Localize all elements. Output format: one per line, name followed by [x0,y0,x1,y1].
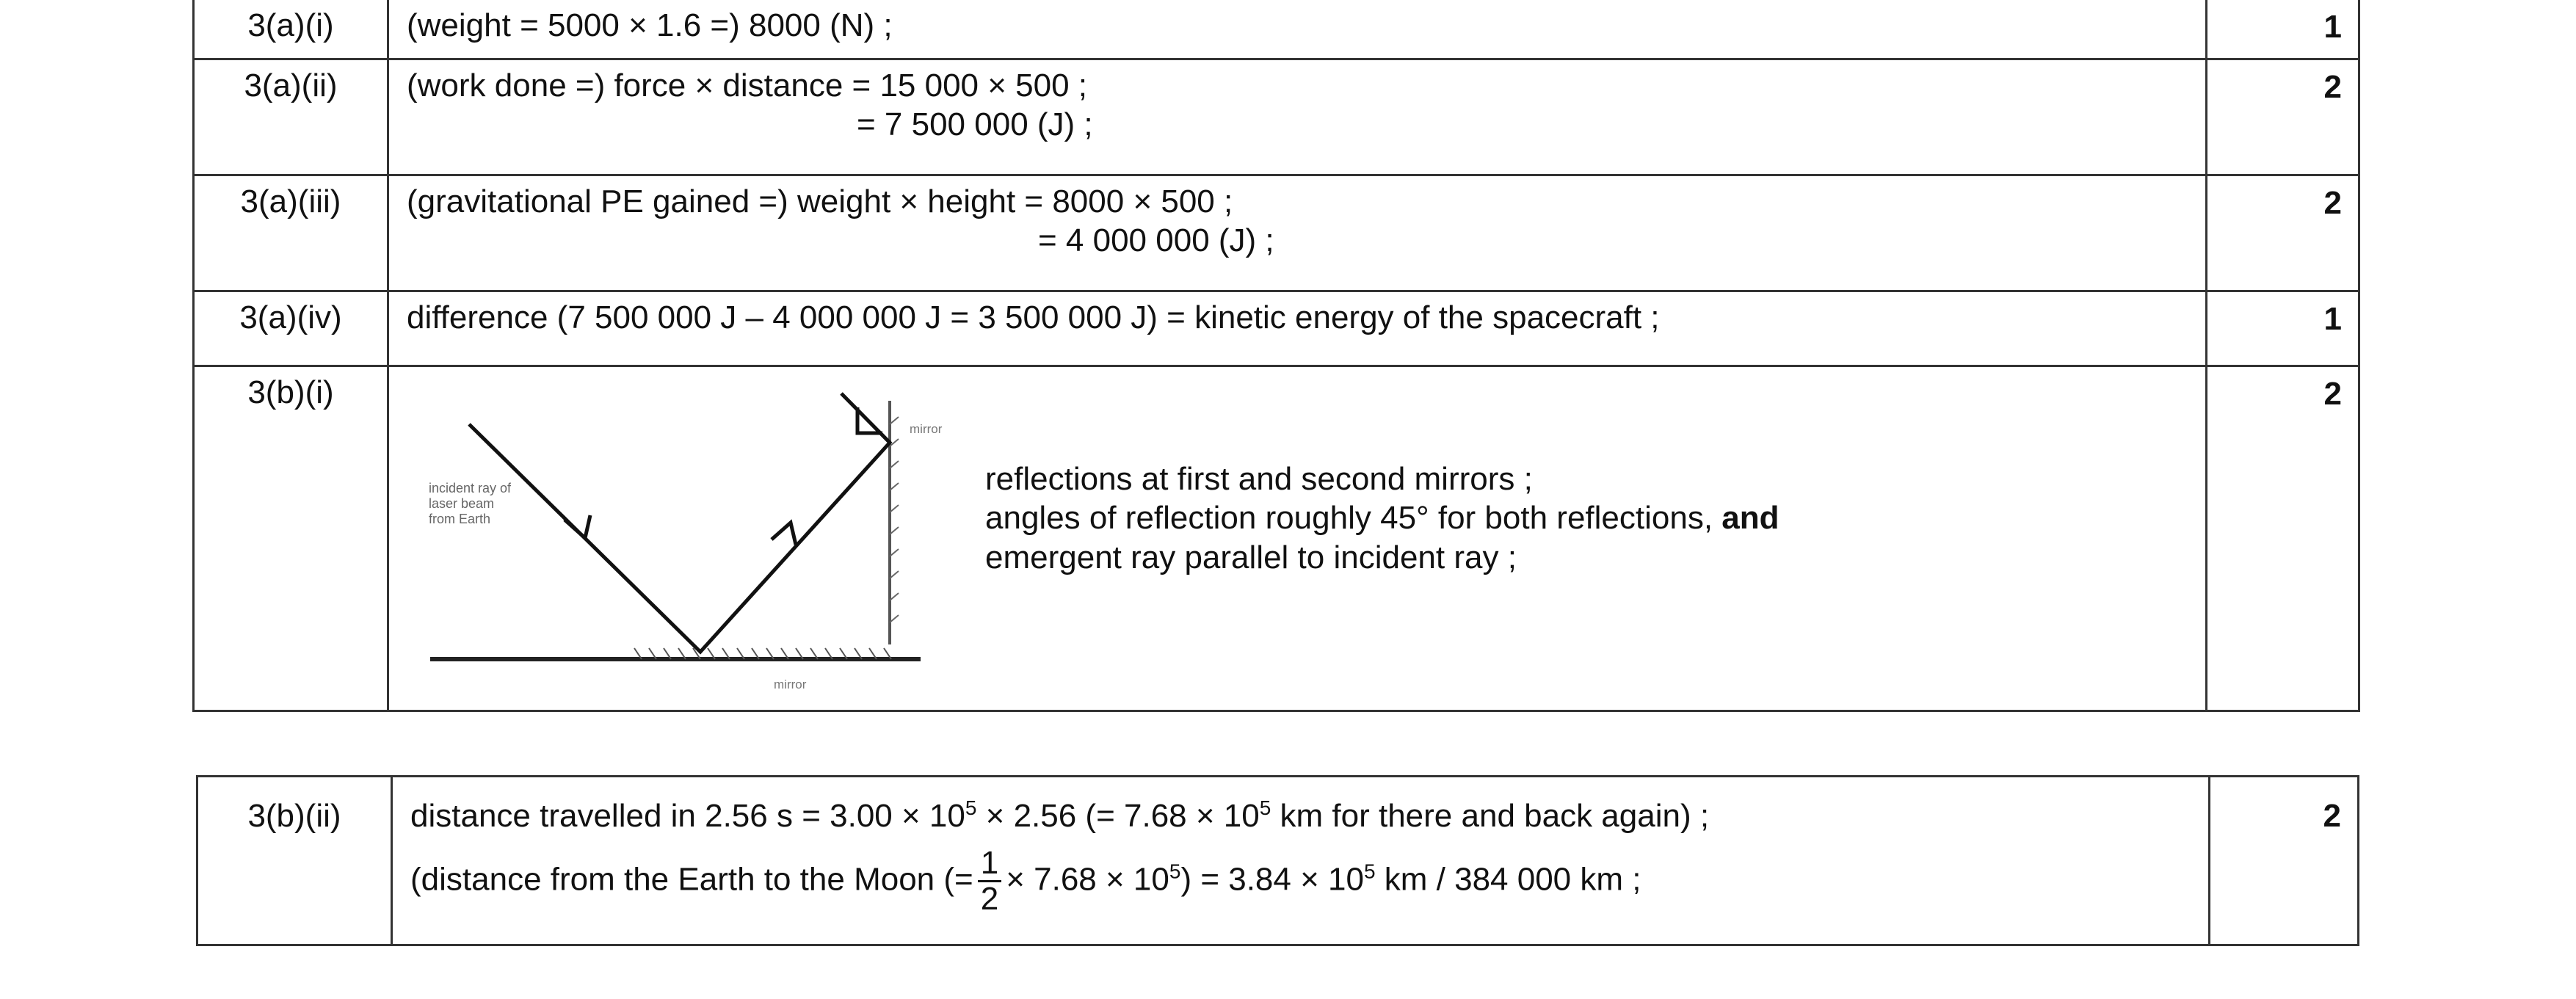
answer-bold-text: and [1721,500,1779,537]
mirror-reflection-diagram [407,373,965,696]
exponent: 5 [965,796,977,819]
answer-line: (weight = 5000 × 1.6 =) 8000 (N) ; [407,7,893,43]
answer-text: × 7.68 × 10 [1006,860,1169,897]
answer-cell [388,291,2207,366]
marks-cell: 1 [2207,291,2359,366]
question-number: 3(a)(iii) [194,175,388,291]
answer-text: km for there and back again) ; [1271,798,1710,834]
answer-text: distance travelled in 2.56 s = 3.00 × 10 [410,798,965,834]
answer-line: = 7 500 000 (J) ; [857,106,1093,143]
answer-text: km / 384 000 km ; [1375,860,1641,897]
marks-cell: 1 [2207,0,2359,59]
answer-line: = 4 000 000 (J) ; [1038,222,1274,259]
mark-scheme-table-continued [196,775,2359,946]
reflected-arrowhead [772,523,796,545]
answer-line: emergent ray parallel to incident ray ; [985,539,1517,575]
fraction-numerator: 1 [978,846,1001,882]
answer-line: difference (7 500 000 J – 4 000 000 J = 3 500 000 J) = kinetic energy of the spacecraft ; [407,299,1660,335]
exponent: 5 [1169,859,1181,882]
exponent: 5 [1363,859,1376,882]
answer-text: ) = 3.84 × 10 [1180,860,1364,897]
table-row [194,59,2359,175]
incident-label: incident ray of laser beam from Earth [429,480,512,526]
table-row [197,777,2359,945]
question-number: 3(a)(i) [194,0,388,59]
answer-line [985,498,1779,538]
question-number: 3(b)(ii) [197,777,392,945]
diagram-answer-text [965,373,1779,578]
exponent: 5 [1259,796,1271,819]
marks-cell: 2 [2210,777,2359,945]
question-number: 3(a)(ii) [194,59,388,175]
table-row [194,366,2359,711]
answer-line [410,846,2191,916]
table-row [194,175,2359,291]
marks-cell: 2 [2207,59,2359,175]
marks-cell: 2 [2207,366,2359,711]
mirror-label-top: mirror [910,421,943,436]
answer-cell [392,777,2210,945]
answer-cell [388,366,2207,711]
table-row [194,0,2359,59]
question-number: 3(b)(i) [194,366,388,711]
mirror-label-bottom: mirror [774,677,807,691]
answer-cell [388,0,2207,59]
answer-line: reflections at first and second mirrors ; [985,460,1533,497]
answer-line [410,796,2191,836]
mark-scheme-table [192,0,2360,712]
fraction-denominator: 2 [980,880,999,917]
laser-ray-path [469,393,890,652]
marks-cell: 2 [2207,175,2359,291]
question-number: 3(a)(iv) [194,291,388,366]
diagram-answer [407,373,2188,696]
answer-text: (distance from the Earth to the Moon (= [410,860,973,897]
answer-text: angles of reflection roughly 45° for both reflections, [985,500,1722,537]
answer-line: (work done =) force × distance = 15 000 × 500 ; [407,67,1088,103]
answer-cell [388,175,2207,291]
answer-text: × 2.56 (= 7.68 × 10 [976,798,1260,834]
incident-arrowhead [565,515,590,538]
answer-cell [388,59,2207,175]
table-row [194,291,2359,366]
fraction [978,846,1001,916]
answer-line: (gravitational PE gained =) weight × height = 8000 × 500 ; [407,183,1233,219]
